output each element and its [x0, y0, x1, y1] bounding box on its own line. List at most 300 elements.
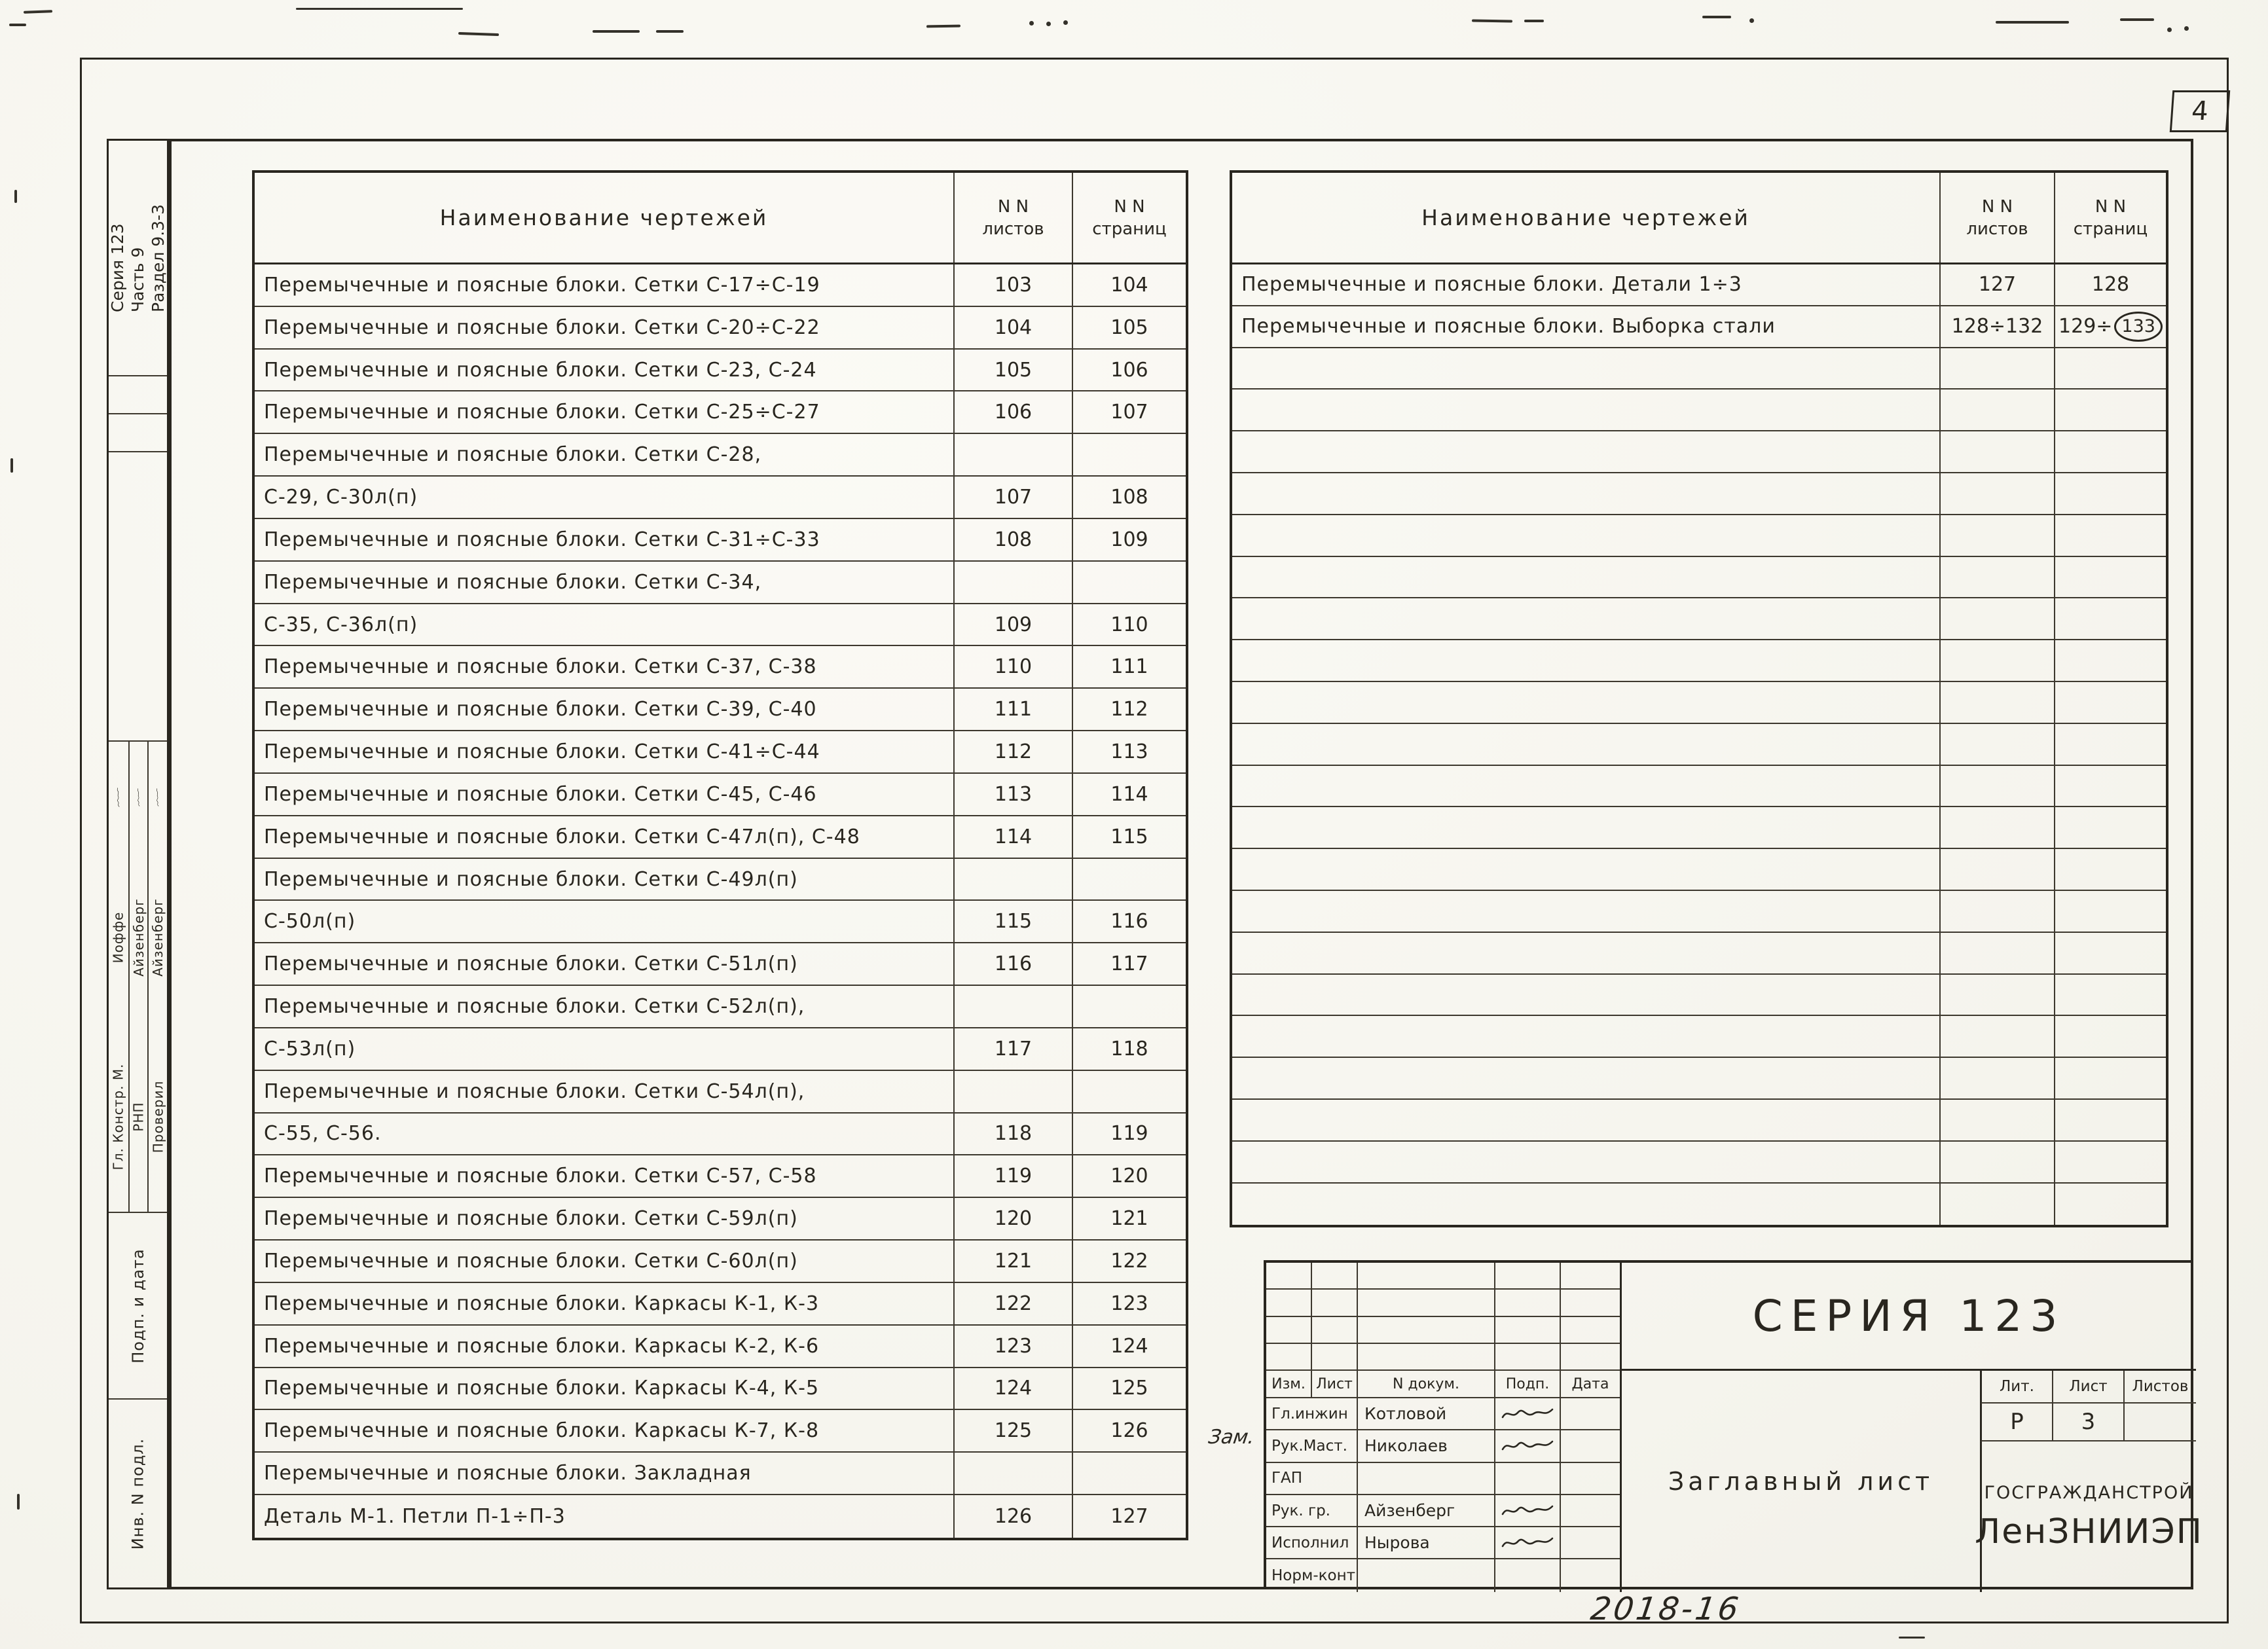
sheet-number — [1939, 724, 2054, 765]
organization-cell — [1975, 1441, 2203, 1592]
page-number — [2054, 1100, 2166, 1140]
sheet-number — [1939, 1058, 2054, 1098]
page-number: 107 — [1072, 391, 1186, 433]
scan-artifact — [296, 8, 463, 10]
staff-row — [1266, 1430, 1620, 1462]
table-row — [1232, 849, 2166, 891]
stamp-empty-cell — [109, 376, 167, 414]
table-row — [255, 1495, 1186, 1538]
document-title: Заглавный лист — [1620, 1371, 1980, 1592]
drawing-name: Перемычечные и поясные блоки. Сетки С-54л(п), — [264, 1079, 805, 1103]
drawing-name: Перемычечные и поясные блоки. Каркасы К-4, К-5 — [264, 1377, 820, 1400]
table-row — [1232, 640, 2166, 682]
table-row — [255, 604, 1186, 647]
drawing-name: С-53л(п) — [264, 1037, 356, 1060]
sheet-number — [1939, 933, 2054, 973]
sheet-number — [1939, 766, 2054, 806]
drawing-name: Перемычечные и поясные блоки. Выборка стали — [1241, 315, 1776, 338]
sheet-number: 114 — [953, 816, 1072, 858]
drawing-name: Перемычечные и поясные блоки. Сетки С-49л(п) — [264, 867, 798, 891]
table-row — [255, 1198, 1186, 1241]
corner-note — [109, 141, 167, 376]
staff-role: Исполнил — [1266, 1527, 1358, 1558]
drawing-name: Перемычечные и поясные блоки. Сетки С-41÷С-44 — [264, 740, 820, 764]
column-header-sheets: N N листов — [1939, 173, 2054, 263]
page-number: 113 — [1072, 731, 1186, 772]
scan-artifact — [24, 10, 52, 14]
handwritten-zam-note: Зам. — [1207, 1426, 1256, 1449]
table-row — [1232, 682, 2166, 724]
table-row — [1232, 348, 2166, 390]
drawing-name — [1232, 933, 1939, 973]
page-number — [2054, 933, 2166, 973]
staff-name: Николаев — [1358, 1430, 1495, 1461]
scan-artifact — [656, 30, 684, 33]
table-row — [1232, 1058, 2166, 1100]
table-row — [255, 350, 1186, 392]
page-number — [1072, 859, 1186, 900]
drawing-name: Перемычечные и поясные блоки. Сетки С-51л(п) — [264, 952, 798, 976]
stamp-empty-cell — [109, 452, 167, 742]
table-row — [255, 562, 1186, 604]
table-row — [255, 477, 1186, 519]
lit-header-row: Лит. Лист Листов — [1980, 1371, 2196, 1404]
column-header-name: Наименование чертежей — [439, 205, 769, 230]
sheet-number: 127 — [1939, 264, 2054, 305]
scan-artifact — [926, 25, 960, 28]
table-row — [255, 1028, 1186, 1071]
table-row — [1232, 598, 2166, 640]
page-number: 104 — [1072, 264, 1186, 306]
staff-date — [1561, 1463, 1620, 1494]
inv-label: Инв. N подл. — [128, 1438, 147, 1549]
revision-header-row: Изм. Лист N докум. Подп. Дата — [1266, 1371, 1620, 1398]
table-row — [255, 859, 1186, 901]
scan-artifact — [1063, 20, 1068, 25]
staff-date — [1561, 1559, 1620, 1591]
page-number — [2054, 724, 2166, 765]
sheet-number — [953, 859, 1072, 900]
table-row — [255, 816, 1186, 859]
sheet-number — [1939, 1100, 2054, 1140]
sheet-number: 116 — [953, 943, 1072, 985]
drawing-name: Деталь М-1. Петли П-1÷П-3 — [264, 1504, 566, 1528]
page-number — [2054, 807, 2166, 848]
scan-artifact — [1899, 1637, 1925, 1639]
drawing-index-table-right — [1230, 170, 2168, 1227]
signature — [1495, 1495, 1561, 1526]
sheet-number — [1939, 975, 2054, 1015]
drawing-name — [1232, 431, 1939, 472]
drawing-name — [1232, 348, 1939, 389]
page-number — [2054, 431, 2166, 472]
drawing-name: Перемычечные и поясные блоки. Сетки С-39, С-40 — [264, 698, 817, 721]
title-block — [1264, 1260, 2203, 1589]
table-row — [255, 1283, 1186, 1326]
column-header-sheets: N N листов — [953, 173, 1072, 263]
signature — [130, 742, 148, 853]
table-header — [1232, 173, 2166, 264]
institute-name: ЛенЗНИИЭП — [1975, 1512, 2203, 1551]
sheet-number — [1939, 1142, 2054, 1182]
drawing-name: Перемычечные и поясные блоки. Каркасы К-2, К-6 — [264, 1334, 820, 1358]
page-number — [2054, 891, 2166, 932]
drawing-name: Перемычечные и поясные блоки. Сетки С-17÷С-19 — [264, 273, 820, 297]
drawing-name: С-29, С-30л(п) — [264, 486, 418, 509]
page-number: 125 — [1072, 1368, 1186, 1409]
staff-role: Норм-конт — [1266, 1559, 1358, 1591]
staff-role: Гл.инжин — [1266, 1398, 1358, 1429]
staff-name — [1358, 1463, 1495, 1494]
drawing-name: Перемычечные и поясные блоки. Каркасы К-7, К-8 — [264, 1419, 820, 1443]
sheet-number: 123 — [953, 1326, 1072, 1367]
stamp-person-role: Проверил — [149, 1081, 166, 1153]
page-number — [2054, 390, 2166, 430]
staff-row — [1266, 1495, 1620, 1527]
stamp-people — [109, 742, 167, 1213]
table-row — [255, 986, 1186, 1028]
handwritten-document-number: 2018-16 — [1588, 1591, 1744, 1627]
page-number: 119 — [1072, 1114, 1186, 1155]
sheets-total-value — [2125, 1404, 2196, 1440]
page-number — [2054, 598, 2166, 639]
page-number: 129÷ 133 — [2054, 306, 2166, 347]
table-row — [1232, 515, 2166, 557]
lit-values-row — [1980, 1404, 2196, 1441]
scan-artifact — [1472, 19, 1512, 22]
scan-artifact — [14, 190, 17, 203]
page-number: 115 — [1072, 816, 1186, 858]
table-row — [1232, 1100, 2166, 1142]
sheet-number — [1939, 891, 2054, 932]
page-number: 123 — [1072, 1283, 1186, 1324]
scan-artifact — [1749, 18, 1754, 23]
sheet-number: 112 — [953, 731, 1072, 772]
stamp-person — [109, 742, 128, 1212]
sheet-number: 128÷132 — [1939, 306, 2054, 347]
page-number — [1072, 1453, 1186, 1494]
signature — [1495, 1430, 1561, 1461]
drawing-name — [1232, 682, 1939, 723]
scan-artifact — [593, 30, 640, 33]
column-header-pages: N N страниц — [2054, 173, 2166, 263]
drawing-name: Перемычечные и поясные блоки. Сетки С-20÷С-22 — [264, 316, 820, 339]
sheet-number — [1939, 557, 2054, 598]
table-row — [255, 264, 1186, 307]
drawing-name — [1232, 724, 1939, 765]
revision-grid — [1266, 1263, 1620, 1371]
page-number — [2054, 515, 2166, 556]
page-number: 118 — [1072, 1028, 1186, 1070]
stamp-inv-cell — [109, 1400, 167, 1587]
stamp-person-role: РНП — [130, 1102, 147, 1132]
organization-name: ГОСГРАЖДАНСТРОЙ — [1984, 1482, 2194, 1503]
page-number: 109 — [1072, 519, 1186, 560]
drawing-name — [1232, 515, 1939, 556]
sheet-number — [1939, 473, 2054, 514]
table-row — [255, 1071, 1186, 1114]
table-row — [255, 1368, 1186, 1411]
page-number: 114 — [1072, 774, 1186, 815]
sheet-number — [953, 1453, 1072, 1494]
table-row — [1232, 306, 2166, 348]
table-header — [255, 173, 1186, 264]
sheet-value: 3 — [2053, 1404, 2125, 1440]
table-row — [1232, 557, 2166, 599]
drawing-name — [1232, 1100, 1939, 1140]
sheet-number: 119 — [953, 1155, 1072, 1197]
table-row — [255, 1410, 1186, 1453]
staff-date — [1561, 1430, 1620, 1461]
sheet-number: 117 — [953, 1028, 1072, 1070]
drawing-name — [1232, 975, 1939, 1015]
drawing-name — [1232, 1058, 1939, 1098]
page-number — [2054, 473, 2166, 514]
table-body — [1232, 264, 2166, 1225]
staff-row — [1266, 1559, 1620, 1591]
stamp-person-name: Айзенберг — [149, 898, 166, 977]
page-number — [2054, 348, 2166, 389]
stamp-person-role: Гл. Констр. М. — [110, 1063, 126, 1170]
drawing-index-table-left — [252, 170, 1188, 1540]
table-row — [255, 774, 1186, 816]
sheet-number — [953, 434, 1072, 475]
drawing-name: Перемычечные и поясные блоки. Сетки С-52л(п), — [264, 994, 805, 1018]
table-row — [255, 731, 1186, 774]
scan-artifact — [1702, 16, 1731, 18]
sheet-number: 110 — [953, 646, 1072, 687]
table-row — [255, 391, 1186, 434]
staff-name: Котловой — [1358, 1398, 1495, 1429]
sheet-number: 120 — [953, 1198, 1072, 1239]
page-number: 108 — [1072, 477, 1186, 518]
stamp-empty-cell — [109, 414, 167, 452]
sheet-number — [1939, 807, 2054, 848]
drawing-name: Перемычечные и поясные блоки. Каркасы К-1, К-3 — [264, 1292, 820, 1315]
drawing-name: С-35, С-36л(п) — [264, 613, 418, 636]
table-row — [255, 307, 1186, 350]
sheet-number: 125 — [953, 1410, 1072, 1451]
staff-row — [1266, 1398, 1620, 1430]
drawing-name: Перемычечные и поясные блоки. Сетки С-25÷С-27 — [264, 401, 820, 424]
page-number: 126 — [1072, 1410, 1186, 1451]
page-number: 117 — [1072, 943, 1186, 985]
circled-number: 133 — [2114, 312, 2163, 342]
drawing-name: Перемычечные и поясные блоки. Сетки С-60л(п) — [264, 1249, 798, 1273]
drawing-name — [1232, 557, 1939, 598]
lit-value: Р — [1982, 1404, 2053, 1440]
sheet-number: 109 — [953, 604, 1072, 645]
sheet-number: 108 — [953, 519, 1072, 560]
drawing-name — [1232, 473, 1939, 514]
page-number: 128 — [2054, 264, 2166, 305]
drawing-name — [1232, 598, 1939, 639]
drawing-name: Перемычечные и поясные блоки. Сетки С-57, С-58 — [264, 1165, 817, 1188]
sheet-number: 124 — [953, 1368, 1072, 1409]
table-row — [1232, 431, 2166, 473]
sheet-number — [1939, 640, 2054, 681]
table-row — [255, 901, 1186, 943]
page-number — [2054, 1184, 2166, 1225]
table-row — [1232, 975, 2166, 1017]
drawing-name — [1232, 849, 1939, 890]
sheet-number — [1939, 1184, 2054, 1225]
staff-role: ГАП — [1266, 1463, 1358, 1494]
table-row — [255, 519, 1186, 562]
sheet-number: 115 — [953, 901, 1072, 942]
page-number — [2054, 975, 2166, 1015]
sheet-number — [1939, 348, 2054, 389]
page-number — [1072, 1071, 1186, 1112]
side-stamp — [107, 139, 169, 1589]
page-number: 127 — [1072, 1495, 1186, 1538]
drawing-name: С-50л(п) — [264, 910, 356, 933]
scan-artifact — [2120, 18, 2154, 21]
sheet-number — [953, 1071, 1072, 1112]
sheet-number — [1939, 390, 2054, 430]
drawing-name: Перемычечные и поясные блоки. Сетки С-31÷С-33 — [264, 528, 820, 551]
scan-artifact — [2167, 27, 2172, 32]
sheet-number: 113 — [953, 774, 1072, 815]
scan-artifact — [1029, 21, 1034, 26]
table-row — [255, 646, 1186, 689]
scan-artifact — [1996, 21, 2069, 24]
sheet-corner-number — [2170, 90, 2230, 132]
drawing-name — [1232, 1142, 1939, 1182]
column-header-name: Наименование чертежей — [1421, 205, 1750, 230]
staff-date — [1561, 1495, 1620, 1526]
page-number: 124 — [1072, 1326, 1186, 1367]
drawing-name: Перемычечные и поясные блоки. Закладная — [264, 1462, 752, 1485]
page-number — [2054, 1058, 2166, 1098]
drawing-name — [1232, 807, 1939, 848]
staff-row — [1266, 1527, 1620, 1559]
page-number: 111 — [1072, 646, 1186, 687]
page-number — [1072, 434, 1186, 475]
drawing-name — [1232, 766, 1939, 806]
table-row — [1232, 724, 2166, 766]
sheet-number — [1939, 431, 2054, 472]
table-body — [255, 264, 1186, 1538]
scan-artifact — [1046, 22, 1051, 26]
column-header-pages: N N страниц — [1072, 173, 1186, 263]
stamp-person-name: Иоффе — [110, 911, 126, 964]
scan-artifact — [17, 1494, 20, 1510]
table-row — [255, 1241, 1186, 1283]
table-row — [1232, 473, 2166, 515]
sheet-number — [1939, 1016, 2054, 1057]
sheet-number — [953, 986, 1072, 1027]
table-row — [255, 434, 1186, 477]
page-number — [2054, 557, 2166, 598]
page-number — [2054, 682, 2166, 723]
table-row — [1232, 891, 2166, 933]
page-number: 121 — [1072, 1198, 1186, 1239]
sheet-number: 126 — [953, 1495, 1072, 1538]
page-number: 116 — [1072, 901, 1186, 942]
table-row — [1232, 807, 2166, 849]
page-number — [2054, 1016, 2166, 1057]
drawing-name: Перемычечные и поясные блоки. Сетки С-28, — [264, 443, 762, 467]
page-number — [1072, 562, 1186, 603]
corner-number-value: 4 — [2190, 96, 2210, 126]
page-number: 112 — [1072, 689, 1186, 730]
table-row — [1232, 264, 2166, 306]
page-number — [2054, 640, 2166, 681]
staff-role: Рук.Маст. — [1266, 1430, 1358, 1461]
drawing-name: Перемычечные и поясные блоки. Сетки С-45, С-46 — [264, 782, 817, 806]
staff-name — [1358, 1559, 1495, 1591]
page-number: 120 — [1072, 1155, 1186, 1197]
sheet-number: 111 — [953, 689, 1072, 730]
drawing-name: Перемычечные и поясные блоки. Сетки С-23, С-24 — [264, 358, 817, 382]
staff-name: Нырова — [1358, 1527, 1495, 1558]
staff-date — [1561, 1398, 1620, 1429]
sheet-number: 104 — [953, 307, 1072, 348]
podp-label: Подп. и дата — [128, 1248, 147, 1364]
signature — [149, 742, 167, 853]
scan-artifact — [458, 32, 499, 36]
drawing-name — [1232, 1184, 1939, 1225]
sheet-number: 118 — [953, 1114, 1072, 1155]
sheet-number: 106 — [953, 391, 1072, 433]
drawing-name: Перемычечные и поясные блоки. Сетки С-34, — [264, 570, 762, 594]
series-title: СЕРИЯ 123 — [1620, 1263, 2196, 1371]
scan-artifact — [10, 458, 13, 473]
sheet-number — [1939, 849, 2054, 890]
page-number: 105 — [1072, 307, 1186, 348]
staff-rows — [1266, 1398, 1620, 1587]
scan-artifact — [1524, 20, 1544, 22]
scan-artifact — [9, 24, 26, 26]
table-row — [1232, 1016, 2166, 1058]
staff-row — [1266, 1463, 1620, 1495]
table-row — [1232, 933, 2166, 975]
table-row — [255, 1155, 1186, 1198]
drawing-name — [1232, 891, 1939, 932]
drawing-name: Перемычечные и поясные блоки. Сетки С-37, С-38 — [264, 655, 817, 679]
signature — [1495, 1463, 1561, 1494]
table-row — [255, 1114, 1186, 1156]
sheet-number — [953, 562, 1072, 603]
signature — [109, 742, 128, 853]
corner-note-text: Серия 123 Часть 9 Раздел 9.3-3 — [108, 204, 168, 312]
drawing-name: Перемычечные и поясные блоки. Сетки С-47л(п), С-48 — [264, 825, 860, 848]
sheet-number — [1939, 515, 2054, 556]
sheet-number — [1939, 598, 2054, 639]
drawing-name: Перемычечные и поясные блоки. Детали 1÷3 — [1241, 273, 1742, 297]
table-row — [1232, 1142, 2166, 1184]
drawing-name — [1232, 390, 1939, 430]
stamp-person-name: Айзенберг — [130, 898, 147, 977]
sheet-number: 122 — [953, 1283, 1072, 1324]
staff-date — [1561, 1527, 1620, 1558]
stamp-person — [147, 742, 167, 1212]
table-row — [255, 1326, 1186, 1368]
staff-role: Рук. гр. — [1266, 1495, 1358, 1526]
drawing-name — [1232, 1016, 1939, 1057]
page-number — [2054, 1142, 2166, 1182]
page-number: 122 — [1072, 1241, 1186, 1282]
staff-name: Айзенберг — [1358, 1495, 1495, 1526]
page-number: 106 — [1072, 350, 1186, 391]
table-row — [1232, 766, 2166, 808]
sheet-number: 103 — [953, 264, 1072, 306]
table-row — [255, 943, 1186, 986]
drawing-name: Перемычечные и поясные блоки. Сетки С-59л(п) — [264, 1207, 798, 1231]
sheet-number: 107 — [953, 477, 1072, 518]
page-number — [2054, 766, 2166, 806]
